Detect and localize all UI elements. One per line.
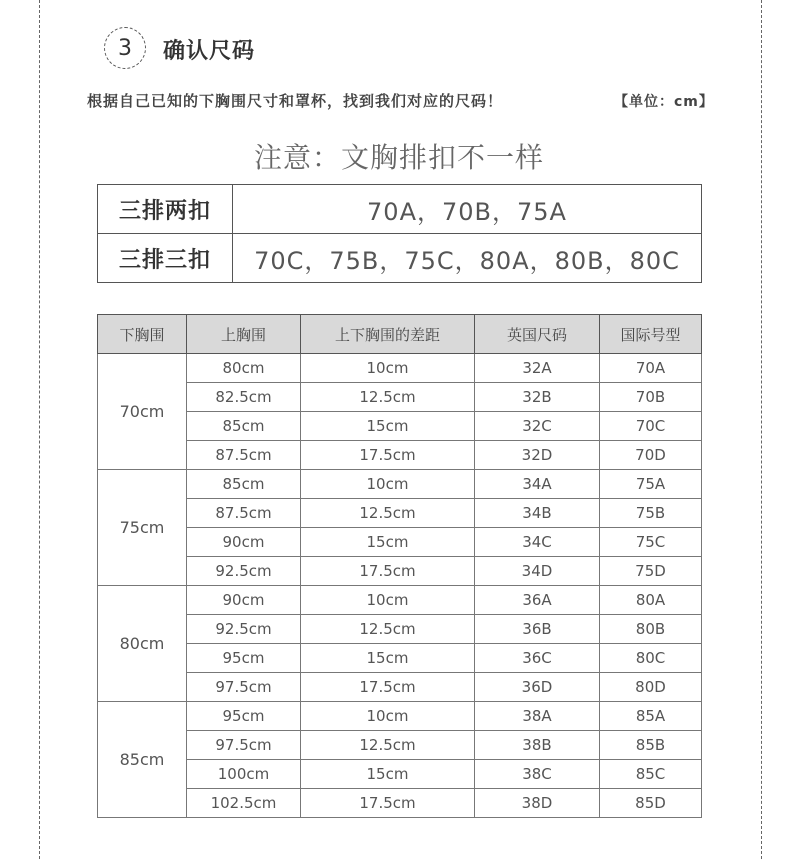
step-number-badge: [104, 27, 146, 69]
uk-size-cell: 34D: [475, 557, 600, 586]
underbust-cell: 85cm: [98, 702, 187, 818]
bust-cell: 85cm: [187, 470, 301, 499]
uk-size-cell: 36B: [475, 615, 600, 644]
table-row: [98, 731, 702, 760]
difference-cell: 10cm: [301, 586, 475, 615]
header-bust: 上胸围: [187, 315, 301, 354]
bust-cell: 95cm: [187, 702, 301, 731]
header-intl-size: 国际号型: [600, 315, 702, 354]
uk-size-cell: 36C: [475, 644, 600, 673]
intl-size-cell: 70A: [600, 354, 702, 383]
bust-cell: 100cm: [187, 760, 301, 789]
intl-size-cell: 80B: [600, 615, 702, 644]
left-dashed-border: [39, 0, 40, 859]
table-row: [98, 615, 702, 644]
uk-size-cell: 34C: [475, 528, 600, 557]
bust-cell: 87.5cm: [187, 499, 301, 528]
unit-note: 【单位：cm】: [614, 94, 714, 110]
uk-size-cell: 38A: [475, 702, 600, 731]
difference-cell: 12.5cm: [301, 383, 475, 412]
bust-cell: 95cm: [187, 644, 301, 673]
difference-cell: 12.5cm: [301, 499, 475, 528]
uk-size-cell: 32A: [475, 354, 600, 383]
header-difference: 上下胸围的差距: [301, 315, 475, 354]
step-title: 确认尺码: [163, 39, 256, 64]
intl-size-cell: 85D: [600, 789, 702, 818]
intl-size-cell: 85C: [600, 760, 702, 789]
difference-cell: 10cm: [301, 354, 475, 383]
hook-row: [98, 234, 702, 283]
bust-cell: 97.5cm: [187, 731, 301, 760]
intl-size-cell: 75D: [600, 557, 702, 586]
underbust-cell: 80cm: [98, 586, 187, 702]
underbust-cell: 70cm: [98, 354, 187, 470]
bust-cell: 97.5cm: [187, 673, 301, 702]
right-dashed-border: [761, 0, 762, 859]
difference-cell: 17.5cm: [301, 557, 475, 586]
hook-sizes: 70C，75B，75C，80A，80B，80C: [233, 234, 702, 283]
uk-size-cell: 38D: [475, 789, 600, 818]
intl-size-cell: 80A: [600, 586, 702, 615]
instruction-text: 根据自己已知的下胸围尺寸和罩杯，找到我们对应的尺码！: [87, 92, 504, 110]
uk-size-cell: 32B: [475, 383, 600, 412]
table-row: [98, 383, 702, 412]
bust-cell: 92.5cm: [187, 557, 301, 586]
intl-size-cell: 80D: [600, 673, 702, 702]
difference-cell: 15cm: [301, 412, 475, 441]
bust-cell: 87.5cm: [187, 441, 301, 470]
table-row: [98, 644, 702, 673]
underbust-cell: 75cm: [98, 470, 187, 586]
bust-cell: 90cm: [187, 528, 301, 557]
difference-cell: 12.5cm: [301, 615, 475, 644]
table-row: [98, 528, 702, 557]
notice-heading: 注意：文胸排扣不一样: [253, 141, 544, 174]
bust-cell: 82.5cm: [187, 383, 301, 412]
intl-size-cell: 70C: [600, 412, 702, 441]
bust-cell: 80cm: [187, 354, 301, 383]
intl-size-cell: 75A: [600, 470, 702, 499]
header-underbust: 下胸围: [98, 315, 187, 354]
intl-size-cell: 70D: [600, 441, 702, 470]
hook-label: 三排两扣: [98, 185, 233, 234]
difference-cell: 17.5cm: [301, 673, 475, 702]
intl-size-cell: 85A: [600, 702, 702, 731]
hook-sizes: 70A，70B，75A: [233, 185, 702, 234]
difference-cell: 15cm: [301, 528, 475, 557]
table-row: [98, 586, 702, 615]
table-row: [98, 673, 702, 702]
header-uk-size: 英国尺码: [475, 315, 600, 354]
hook-label: 三排三扣: [98, 234, 233, 283]
hook-type-table: [97, 184, 702, 283]
table-row: [98, 789, 702, 818]
uk-size-cell: 36A: [475, 586, 600, 615]
uk-size-cell: 32D: [475, 441, 600, 470]
step-number: 3: [118, 35, 132, 61]
table-row: [98, 557, 702, 586]
size-chart-table: [97, 314, 702, 818]
uk-size-cell: 34A: [475, 470, 600, 499]
intl-size-cell: 85B: [600, 731, 702, 760]
difference-cell: 17.5cm: [301, 441, 475, 470]
bust-cell: 90cm: [187, 586, 301, 615]
uk-size-cell: 36D: [475, 673, 600, 702]
uk-size-cell: 38B: [475, 731, 600, 760]
table-row: [98, 760, 702, 789]
difference-cell: 17.5cm: [301, 789, 475, 818]
intl-size-cell: 70B: [600, 383, 702, 412]
difference-cell: 15cm: [301, 644, 475, 673]
intl-size-cell: 75B: [600, 499, 702, 528]
uk-size-cell: 34B: [475, 499, 600, 528]
table-row: [98, 412, 702, 441]
bust-cell: 92.5cm: [187, 615, 301, 644]
bust-cell: 102.5cm: [187, 789, 301, 818]
table-row: [98, 441, 702, 470]
table-row: [98, 470, 702, 499]
difference-cell: 10cm: [301, 702, 475, 731]
intl-size-cell: 75C: [600, 528, 702, 557]
bust-cell: 85cm: [187, 412, 301, 441]
table-row: [98, 354, 702, 383]
table-row: [98, 702, 702, 731]
difference-cell: 10cm: [301, 470, 475, 499]
intl-size-cell: 80C: [600, 644, 702, 673]
table-row: [98, 499, 702, 528]
size-table-header: [98, 315, 702, 354]
difference-cell: 12.5cm: [301, 731, 475, 760]
uk-size-cell: 38C: [475, 760, 600, 789]
difference-cell: 15cm: [301, 760, 475, 789]
hook-row: [98, 185, 702, 234]
uk-size-cell: 32C: [475, 412, 600, 441]
